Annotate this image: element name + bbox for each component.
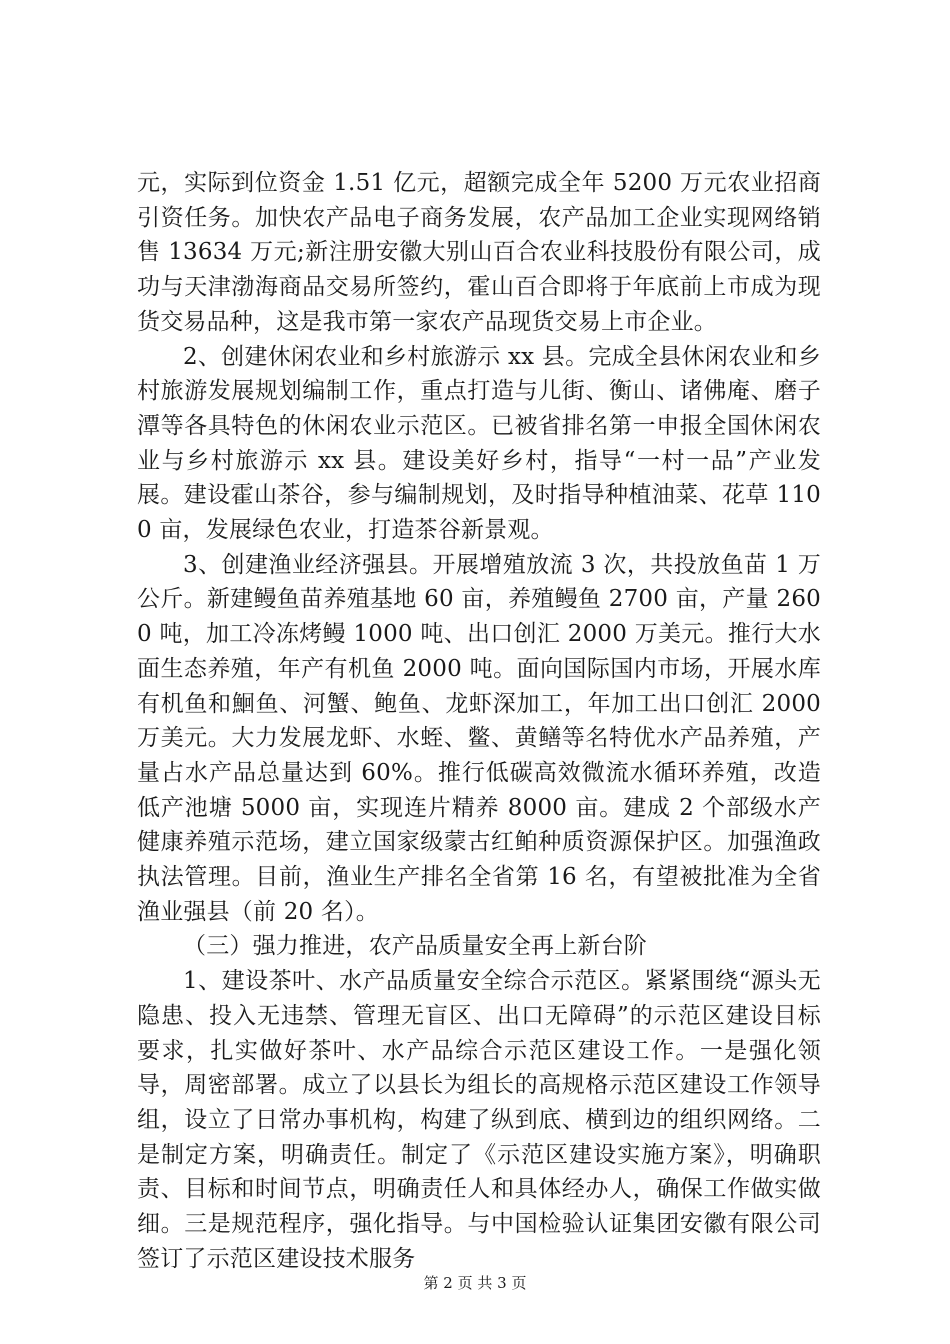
document-body xyxy=(137,166,821,1277)
section-heading-quality-safety: （三）强力推进，农产品质量安全再上新台阶 xyxy=(183,933,647,960)
page-footer: 第 2 页 共 3 页 xyxy=(423,1274,527,1292)
paragraph-leisure-agriculture: 2、创建休闲农业和乡村旅游示 xx 县。完成全县休闲农业和乡村旅游发展规划编制工作，重点打造与儿街、衡山、诸佛庵、磨子潭等各具特色的休闲农业示范区。已被省排名第一申报全国休闲农业与乡村旅游示 xx 县。建设美好乡村，指导“一村一品”产业发展。建设霍山茶谷，参与编制规划，及时指导种植油菜、花草 1100 亩，发展绿色农业，打造茶谷新景观。 xyxy=(137,343,821,544)
paragraph-investment-continued: 元，实际到位资金 1.51 亿元，超额完成全年 5200 万元农业招商引资任务。加快农产品电子商务发展，农产品加工企业实现网络销售 13634 万元;新注册安徽大别山百合农业科技股份有限公司，成功与天津渤海商品交易所签约，霍山百合即将于年底前上市成为现货交易品种，这是我市第一家农产品现货交易上市企业。 xyxy=(137,170,821,335)
paragraph-demonstration-zone: 1、建设茶叶、水产品质量安全综合示范区。紧紧围绕“源头无隐患、投入无违禁、管理无盲区、出口无障碍”的示范区建设目标要求，扎实做好茶叶、水产品综合示范区建设工作。一是强化领导，周密部署。成立了以县长为组长的高规格示范区建设工作领导组，设立了日常办事机构，构建了纵到底、横到边的组织网络。二是制定方案，明确责任。制定了《示范区建设实施方案》，明确职责、目标和时间节点，明确责任人和具体经办人，确保工作做实做细。三是规范程序，强化指导。与中国检验认证集团安徽有限公司签订了示范区建设技术服务 xyxy=(137,968,821,1272)
paragraph-fishery-county: 3、创建渔业经济强县。开展增殖放流 3 次，共投放鱼苗 1 万公斤。新建鳗鱼苗养殖基地 60 亩，养殖鳗鱼 2700 亩，产量 2600 吨，加工冷冻烤鳗 1000 吨、出口创汇 2000 万美元。推行大水面生态养殖，年产有机鱼 2000 吨。面向国际国内市场，开展水库有机鱼和鮰鱼、河蟹、鲍鱼、龙虾深加工，年加工出口创汇 2000 万美元。大力发展龙虾、水蛭、鳖、黄鳝等名特优水产品养殖，产量占水产品总量达到 60%。推行低碳高效微流水循环养殖，改造低产池塘 5000 亩，实现连片精养 8000 亩。建成 2 个部级水产健康养殖示范场，建立国家级蒙古红鲌种质资源保护区。加强渔政执法管理。目前，渔业生产排名全省第 16 名，有望被批准为全省渔业强县（前 20 名）。 xyxy=(137,551,821,925)
